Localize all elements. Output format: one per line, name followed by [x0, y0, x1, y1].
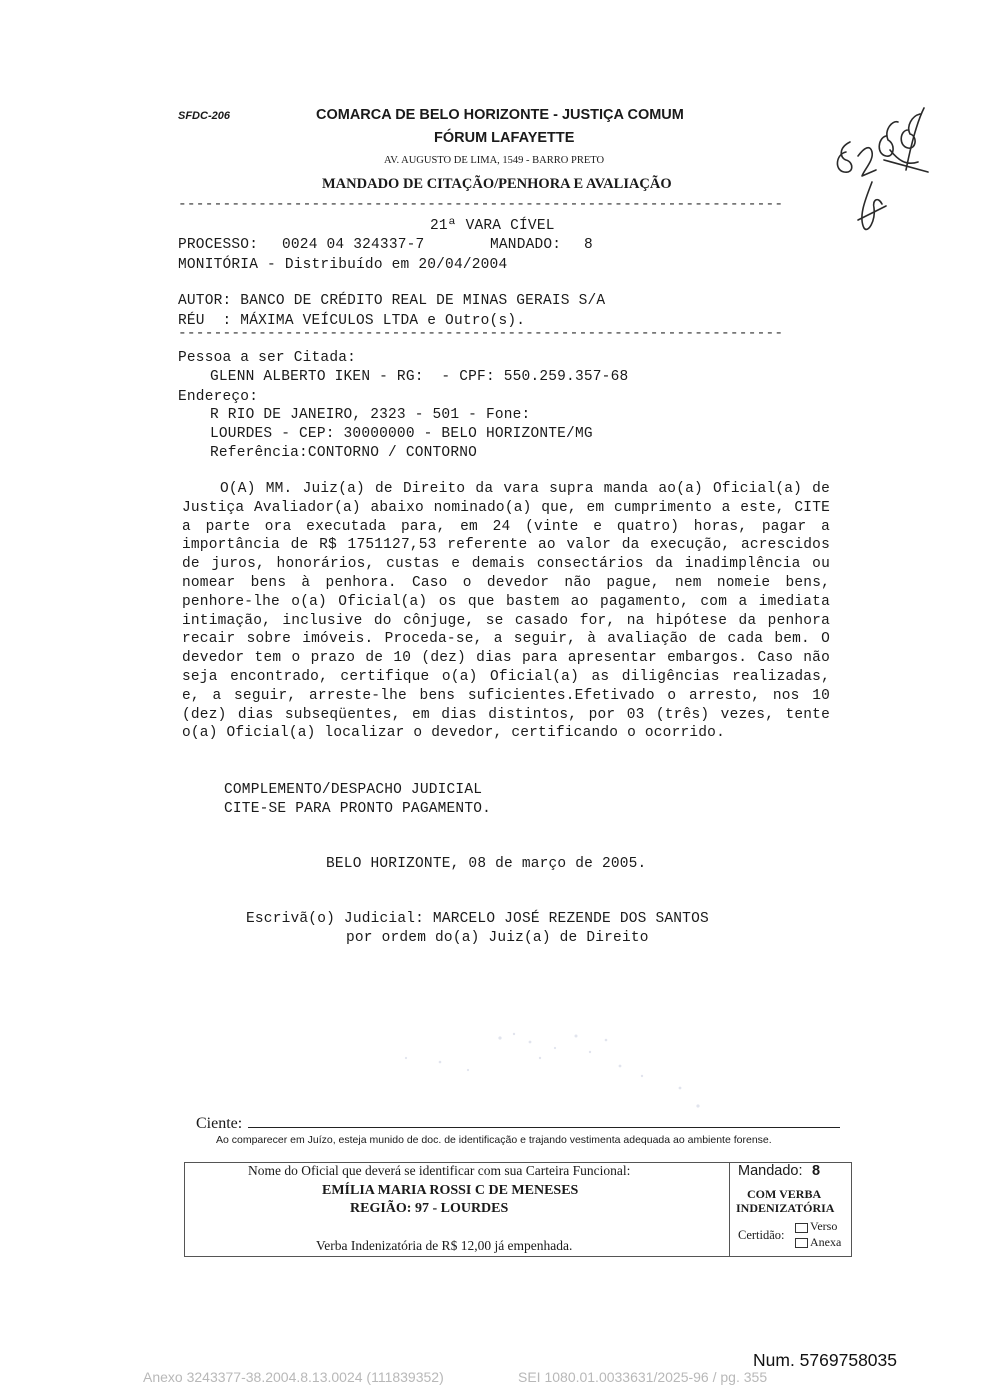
handwritten-annotation [828, 100, 938, 240]
mandado-number: 8 [584, 237, 593, 253]
footer-annex-reference: Anexo 3243377-38.2004.8.13.0024 (111839352) [143, 1369, 444, 1385]
separator-line: -------------------------------------------------------------------- [178, 326, 784, 342]
reu-line: RÉU : MÁXIMA VEÍCULOS LTDA e Outro(s). [178, 313, 526, 329]
indenizatoria-label: INDENIZATÓRIA [736, 1201, 835, 1215]
order-line: por ordem do(a) Juiz(a) de Direito [346, 930, 649, 946]
verba-note: Verba Indenizatória de R$ 12,00 já empenhada. [316, 1238, 573, 1253]
ciente-label: Ciente: [196, 1115, 243, 1132]
clerk-line: Escrivã(o) Judicial: MARCELO JOSÉ REZENDE DOS SANTOS [246, 911, 709, 927]
complement-heading: COMPLEMENTO/DESPACHO JUDICIAL [224, 782, 483, 798]
date-line: BELO HORIZONTE, 08 de março de 2005. [326, 856, 647, 872]
separator-line: -------------------------------------------------------------------- [178, 197, 784, 213]
certidao-label: Certidão: [738, 1228, 785, 1242]
complement-text: CITE-SE PARA PRONTO PAGAMENTO. [224, 801, 492, 817]
person-line: GLENN ALBERTO IKEN - RG: - CPF: 550.259.357-68 [210, 369, 629, 385]
court-address: AV. AUGUSTO DE LIMA, 1549 - BARRO PRETO [384, 155, 605, 166]
anexa-label: Anexa [810, 1235, 842, 1249]
mandado-label: MANDADO: [490, 237, 562, 253]
verso-label: Verso [810, 1219, 838, 1233]
footer-sei-reference: SEI 1080.01.0033631/2025-96 / pg. 355 [518, 1369, 768, 1385]
autor-line: AUTOR: BANCO DE CRÉDITO REAL DE MINAS GERAIS S/A [178, 293, 606, 309]
anexa-checkbox[interactable] [795, 1238, 808, 1248]
court-notice: Ao comparecer em Juízo, esteja munido de doc. de identificação e trajando vestimenta adequada ao ambiente forense. [216, 1134, 772, 1146]
faint-stamp-smudge [380, 1018, 740, 1113]
signature-line [248, 1127, 840, 1128]
document-number: Num. 5769758035 [753, 1350, 897, 1370]
order-paragraph: O(A) MM. Juiz(a) de Direito da vara supra manda ao(a) Oficial(a) de Justiça Avaliador(a) abaixo nominado(a) que, em cumprimento a este, CITE a parte ora executada para, em 24 (vinte e quatro) horas, pagar a importância de R$ 1751127,53 referente ao valor da execução, acrescidos de juros, honorários, custas e demais consectários da inadimplência ou nomear bens à penhora. Caso o devedor não pague, nem nomeie bens, penhore-lhe o(a) Oficial(a) os que bastem ao pagamento, com a imediata intimação, inclusive do cônjuge, se casado for, na hipótese da penhora recair sobre imóveis. Proceda-se, a seguir, à avaliação de cada bem. O devedor tem o prazo de 10 (dez) dias para apresentar embargos. Caso não seja encontrado, certifique o(a) Oficial(a) as diligências realizadas, e, a seguir, arreste-lhe bens suficientes.Efetivado o arresto, nos 10 (dez) dias subseqüentes, em dias distintos, por 03 (três) vezes, tente o(a) Oficial(a) localizar o devedor, certificando o ocorrido. [182, 481, 830, 742]
address-label: Endereço: [178, 389, 259, 405]
official-name: EMÍLIA MARIA ROSSI C DE MENESES [322, 1183, 579, 1198]
official-region: REGIÃO: 97 - LOURDES [350, 1201, 509, 1216]
com-verba-label: COM VERBA [747, 1187, 822, 1201]
forum-name: FÓRUM LAFAYETTE [434, 130, 575, 146]
processo-number: 0024 04 324337-7 [282, 237, 425, 253]
verso-checkbox[interactable] [795, 1223, 808, 1233]
document-title: MANDADO DE CITAÇÃO/PENHORA E AVALIAÇÃO [322, 176, 672, 192]
citation-heading: Pessoa a ser Citada: [178, 350, 357, 366]
form-code: SFDC-206 [178, 110, 230, 122]
official-caption: Nome do Oficial que deverá se identificar com sua Carteira Funcional: [248, 1163, 631, 1178]
court-name: COMARCA DE BELO HORIZONTE - JUSTIÇA COMUM [316, 107, 684, 123]
reference-line: Referência:CONTORNO / CONTORNO [210, 445, 478, 461]
street-line: R RIO DE JANEIRO, 2323 - 501 - Fone: [210, 407, 531, 423]
district-line: LOURDES - CEP: 30000000 - BELO HORIZONTE/MG [210, 426, 593, 442]
processo-label: PROCESSO: [178, 237, 259, 253]
case-type-line: MONITÓRIA - Distribuído em 20/04/2004 [178, 257, 508, 273]
mandado-box-number: 8 [812, 1163, 821, 1179]
mandado-box-label: Mandado: [738, 1163, 803, 1179]
vara-label: 21ª VARA CÍVEL [430, 218, 555, 234]
